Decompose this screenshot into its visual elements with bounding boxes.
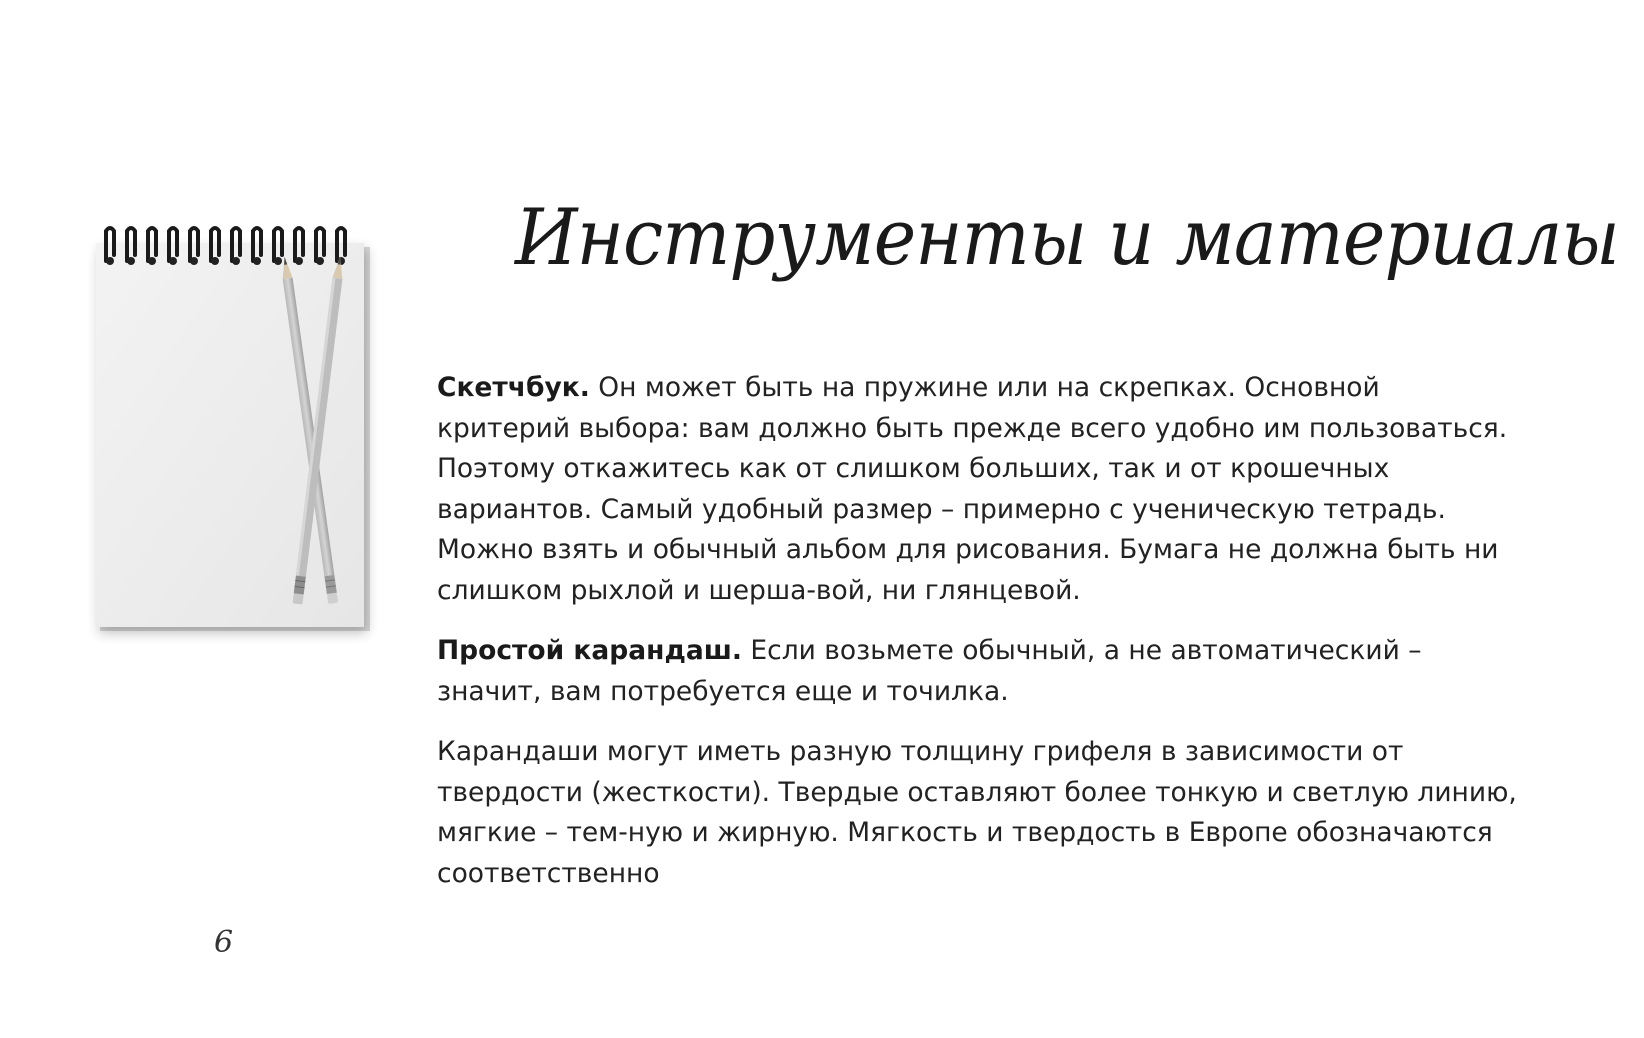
paragraph-hardness: [437, 732, 1517, 894]
paragraph-text: Если возьмете обычный, а не автоматический – значит, вам потребуется еще и точилка.: [437, 635, 1422, 707]
notebook-illustration: [80, 225, 380, 645]
paragraph-lead: Простой карандаш.: [437, 635, 742, 666]
text-body: [437, 368, 1517, 914]
page-number: 6: [214, 925, 234, 960]
paragraph-sketchbook: [437, 368, 1517, 611]
page-title: Инструменты и материалы: [515, 193, 1619, 283]
paragraph-text: Карандаши могут иметь разную толщину грифеля в зависимости от твердости (жесткости). Твердые оставляют более тонкую и светлую линию, мягкие – тем-ную и жирную. Мягкость и твердость в Европе обозначаются соответственно: [437, 736, 1517, 889]
paragraph-text: Он может быть на пружине или на скрепках. Основной критерий выбора: вам должно быть прежде всего удобно им пользоваться. Поэтому откажитесь как от слишком больших, так и от крошечных вариантов. Самый удобный размер – примерно с ученическую тетрадь. Можно взять и обычный альбом для рисования. Бумага не должна быть ни слишком рыхлой и шерша-вой, ни глянцевой.: [437, 372, 1508, 606]
paragraph-pencil: [437, 631, 1517, 712]
notebook-with-pencils-icon: [80, 225, 380, 645]
paragraph-lead: Скетчбук.: [437, 372, 590, 403]
